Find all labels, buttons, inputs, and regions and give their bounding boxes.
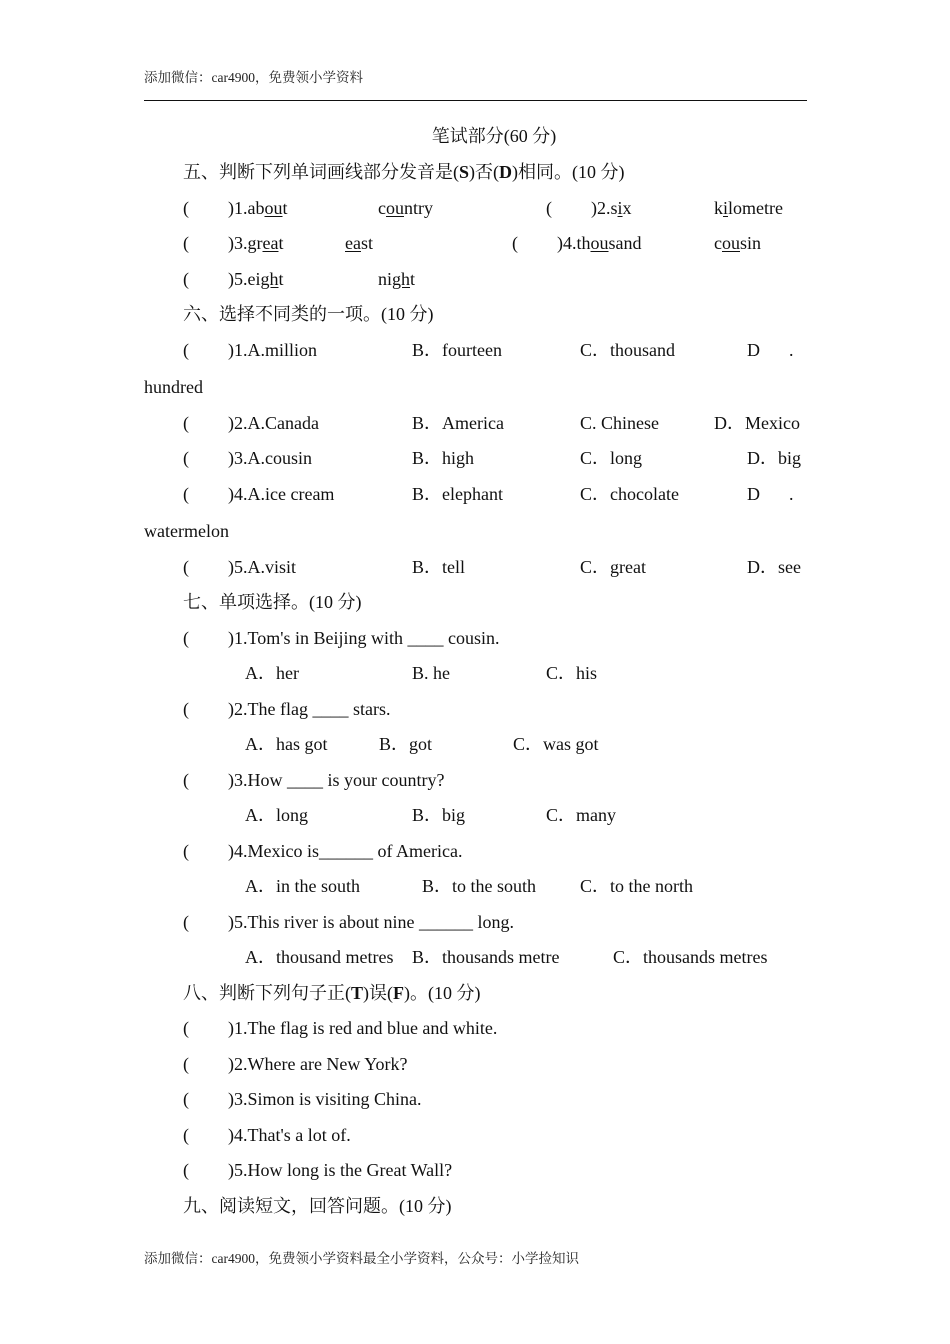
sec7-q5-option-a: A．thousand metres xyxy=(245,947,394,967)
sec7-q4-option-c: C．to the north xyxy=(580,876,693,896)
sec6-q1-option-c: C．thousand xyxy=(580,340,676,360)
sec5-q5-word1: )5.eight xyxy=(228,269,284,289)
answer-paren: ( xyxy=(183,770,189,790)
sec6-q4-option-d-dot: . xyxy=(789,484,794,504)
answer-paren: ( xyxy=(183,198,189,218)
sec6-q5-option-c: C．great xyxy=(580,557,646,577)
header-divider xyxy=(144,100,807,101)
answer-paren: ( xyxy=(183,1018,189,1038)
answer-paren: ( xyxy=(183,269,189,289)
answer-paren: ( xyxy=(183,233,189,253)
sec6-q3-option-c: C．long xyxy=(580,448,643,468)
sec7-heading: 七、单项选择。(10 分) xyxy=(183,592,362,612)
sec5-q1-word2: country xyxy=(378,198,433,218)
sec6-q1-option-a: )1.A.million xyxy=(228,340,317,360)
answer-paren: ( xyxy=(512,233,518,253)
sec7-q1-option-b: B. he xyxy=(412,663,450,683)
answer-paren: ( xyxy=(183,484,189,504)
answer-paren: ( xyxy=(183,841,189,861)
sec6-q4-option-c: C．chocolate xyxy=(580,484,679,504)
sec7-q2-option-c: C．was got xyxy=(513,734,599,754)
sec6-q4-option-d-label: D xyxy=(747,484,760,504)
sec7-q2-stem: )2.The flag ____ stars. xyxy=(228,699,391,719)
sec6-q5-option-a: )5.A.visit xyxy=(228,557,297,577)
sec6-q1-option-d-label: D xyxy=(747,340,760,360)
sec5-q3-word2: east xyxy=(345,233,373,253)
sec7-q3-option-c: C．many xyxy=(546,805,616,825)
sec7-q1-option-a: A．her xyxy=(245,663,299,683)
sec8-statement-2: )2.Where are New York? xyxy=(228,1054,408,1074)
answer-paren: ( xyxy=(183,1089,189,1109)
sec5-q3-word1: )3.great xyxy=(228,233,284,253)
sec7-q5-stem: )5.This river is about nine ______ long. xyxy=(228,912,514,932)
sec6-q3-option-a: )3.A.cousin xyxy=(228,448,312,468)
sec7-q2-option-a: A．has got xyxy=(245,734,328,754)
answer-paren: ( xyxy=(183,448,189,468)
sec6-q3-option-b: B．high xyxy=(412,448,475,468)
page-footer: 添加微信：car4900，免费领小学资料最全小学资料，公众号：小学捡知识 xyxy=(144,1251,579,1266)
sec7-q3-stem: )3.How ____ is your country? xyxy=(228,770,445,790)
sec7-q4-stem: )4.Mexico is______ of America. xyxy=(228,841,463,861)
sec6-q5-option-d: D．see xyxy=(747,557,801,577)
sec6-q1-option-d-text: hundred xyxy=(144,377,203,397)
answer-paren: ( xyxy=(183,628,189,648)
sec7-q1-option-c: C．his xyxy=(546,663,598,683)
answer-paren: ( xyxy=(546,198,552,218)
sec6-q4-option-b: B．elephant xyxy=(412,484,503,504)
answer-paren: ( xyxy=(183,699,189,719)
sec7-q3-option-a: A．long xyxy=(245,805,308,825)
answer-paren: ( xyxy=(183,912,189,932)
sec6-q1-option-b: B．fourteen xyxy=(412,340,502,360)
sec6-q2-option-c: C. Chinese xyxy=(580,413,659,433)
sec5-heading: 五、判断下列单词画线部分发音是(S)否(D)相同。(10 分) xyxy=(183,162,625,182)
sec5-q1-word1: )1.about xyxy=(228,198,288,218)
sec7-q4-option-a: A．in the south xyxy=(245,876,360,896)
sec6-q4-option-a: )4.A.ice cream xyxy=(228,484,335,504)
sec7-q2-option-b: B．got xyxy=(379,734,433,754)
sec6-q2-option-a: )2.A.Canada xyxy=(228,413,319,433)
sec7-q5-option-c: C．thousands metres xyxy=(613,947,768,967)
answer-paren: ( xyxy=(183,1160,189,1180)
answer-paren: ( xyxy=(183,1125,189,1145)
sec6-heading: 六、选择不同类的一项。(10 分) xyxy=(183,304,434,324)
sec6-q5-option-b: B．tell xyxy=(412,557,465,577)
answer-paren: ( xyxy=(183,1054,189,1074)
sec5-q4-word2: cousin xyxy=(714,233,762,253)
page-header: 添加微信：car4900，免费领小学资料 xyxy=(144,70,363,85)
sec5-q2-word1: )2.six xyxy=(591,198,632,218)
sec5-q2-word2: kilometre xyxy=(714,198,783,218)
sec6-q4-option-d-text: watermelon xyxy=(144,521,229,541)
sec6-q2-option-d: D．Mexico xyxy=(714,413,800,433)
section-title: 笔试部分(60 分) xyxy=(431,126,557,146)
answer-paren: ( xyxy=(183,340,189,360)
sec7-q4-option-b: B．to the south xyxy=(422,876,537,896)
sec9-heading: 九、阅读短文，回答问题。(10 分) xyxy=(183,1196,452,1216)
sec8-statement-3: )3.Simon is visiting China. xyxy=(228,1089,422,1109)
sec7-q5-option-b: B．thousands metre xyxy=(412,947,560,967)
sec8-heading: 八、判断下列句子正(T)误(F)。(10 分) xyxy=(183,983,481,1003)
sec5-q4-word1: )4.thousand xyxy=(557,233,642,253)
sec6-q1-option-d-dot: . xyxy=(789,340,794,360)
sec8-statement-4: )4.That's a lot of. xyxy=(228,1125,351,1145)
answer-paren: ( xyxy=(183,413,189,433)
sec5-q5-word2: night xyxy=(378,269,416,289)
sec8-statement-1: )1.The flag is red and blue and white. xyxy=(228,1018,498,1038)
sec7-q3-option-b: B．big xyxy=(412,805,466,825)
sec6-q3-option-d: D．big xyxy=(747,448,801,468)
sec6-q2-option-b: B．America xyxy=(412,413,504,433)
answer-paren: ( xyxy=(183,557,189,577)
sec7-q1-stem: )1.Tom's in Beijing with ____ cousin. xyxy=(228,628,500,648)
sec8-statement-5: )5.How long is the Great Wall? xyxy=(228,1160,453,1180)
